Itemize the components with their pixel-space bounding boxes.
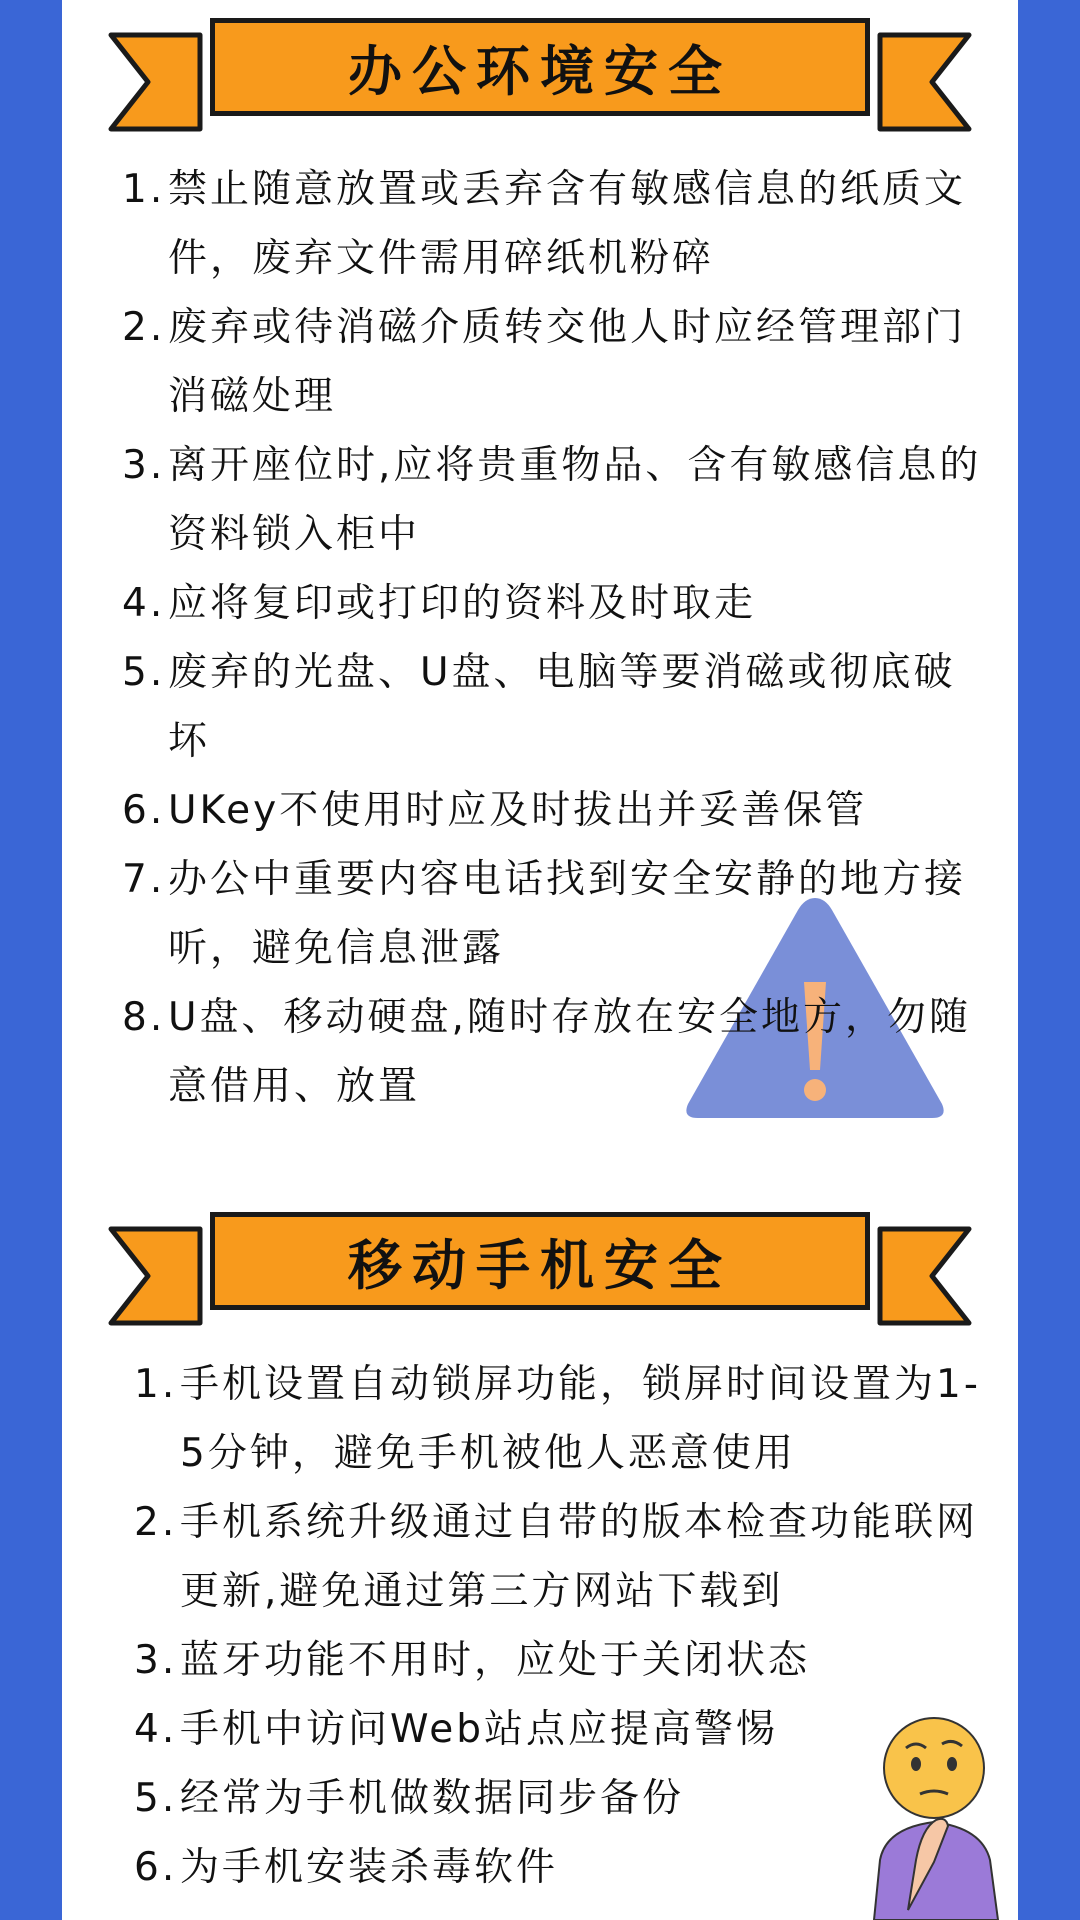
thinking-person-icon bbox=[862, 1710, 1007, 1920]
banner-bar bbox=[210, 18, 870, 116]
list-item: 2. 废弃或待消磁介质转交他人时应经管理部门消磁处理 bbox=[122, 305, 967, 419]
banner-ribbon-right bbox=[877, 1226, 972, 1326]
office-safety-list bbox=[122, 155, 1002, 1121]
banner-ribbon-left bbox=[108, 1226, 203, 1326]
list-item: 1. 手机设置自动锁屏功能，锁屏时间设置为1-5分钟，避免手机被他人恶意使用 bbox=[134, 1362, 981, 1476]
list-item: 5. 经常为手机做数据同步备份 bbox=[134, 1776, 685, 1821]
banner-bar bbox=[210, 1212, 870, 1310]
banner-ribbon-left bbox=[108, 32, 203, 132]
list-item: 8. U盘、移动硬盘,随时存放在安全地方，勿随意借用、放置 bbox=[122, 995, 971, 1109]
banner-ribbon-right bbox=[877, 32, 972, 132]
list-item: 6. UKey不使用时应及时拔出并妥善保管 bbox=[122, 788, 868, 833]
list-item: 6. 为手机安装杀毒软件 bbox=[134, 1845, 559, 1890]
list-item: 7. 办公中重要内容电话找到安全安静的地方接听，避免信息泄露 bbox=[122, 857, 967, 971]
list-item: 2. 手机系统升级通过自带的版本检查功能联网更新,避免通过第三方网站下载到 bbox=[134, 1500, 979, 1614]
section-title: 移动手机安全 bbox=[348, 1233, 732, 1297]
section-banner-office bbox=[108, 18, 972, 142]
section-banner-mobile bbox=[108, 1212, 972, 1336]
list-item: 3. 蓝牙功能不用时，应处于关闭状态 bbox=[134, 1638, 811, 1683]
list-item: 4. 手机中访问Web站点应提高警惕 bbox=[134, 1707, 779, 1752]
list-item: 3. 离开座位时,应将贵重物品、含有敏感信息的资料锁入柜中 bbox=[122, 443, 982, 557]
list-item: 5. 废弃的光盘、U盘、电脑等要消磁或彻底破坏 bbox=[122, 650, 956, 764]
section-title: 办公环境安全 bbox=[348, 39, 732, 103]
list-item: 1. 禁止随意放置或丢弃含有敏感信息的纸质文件，废弃文件需用碎纸机粉碎 bbox=[122, 167, 967, 281]
list-item: 4. 应将复印或打印的资料及时取走 bbox=[122, 581, 757, 626]
